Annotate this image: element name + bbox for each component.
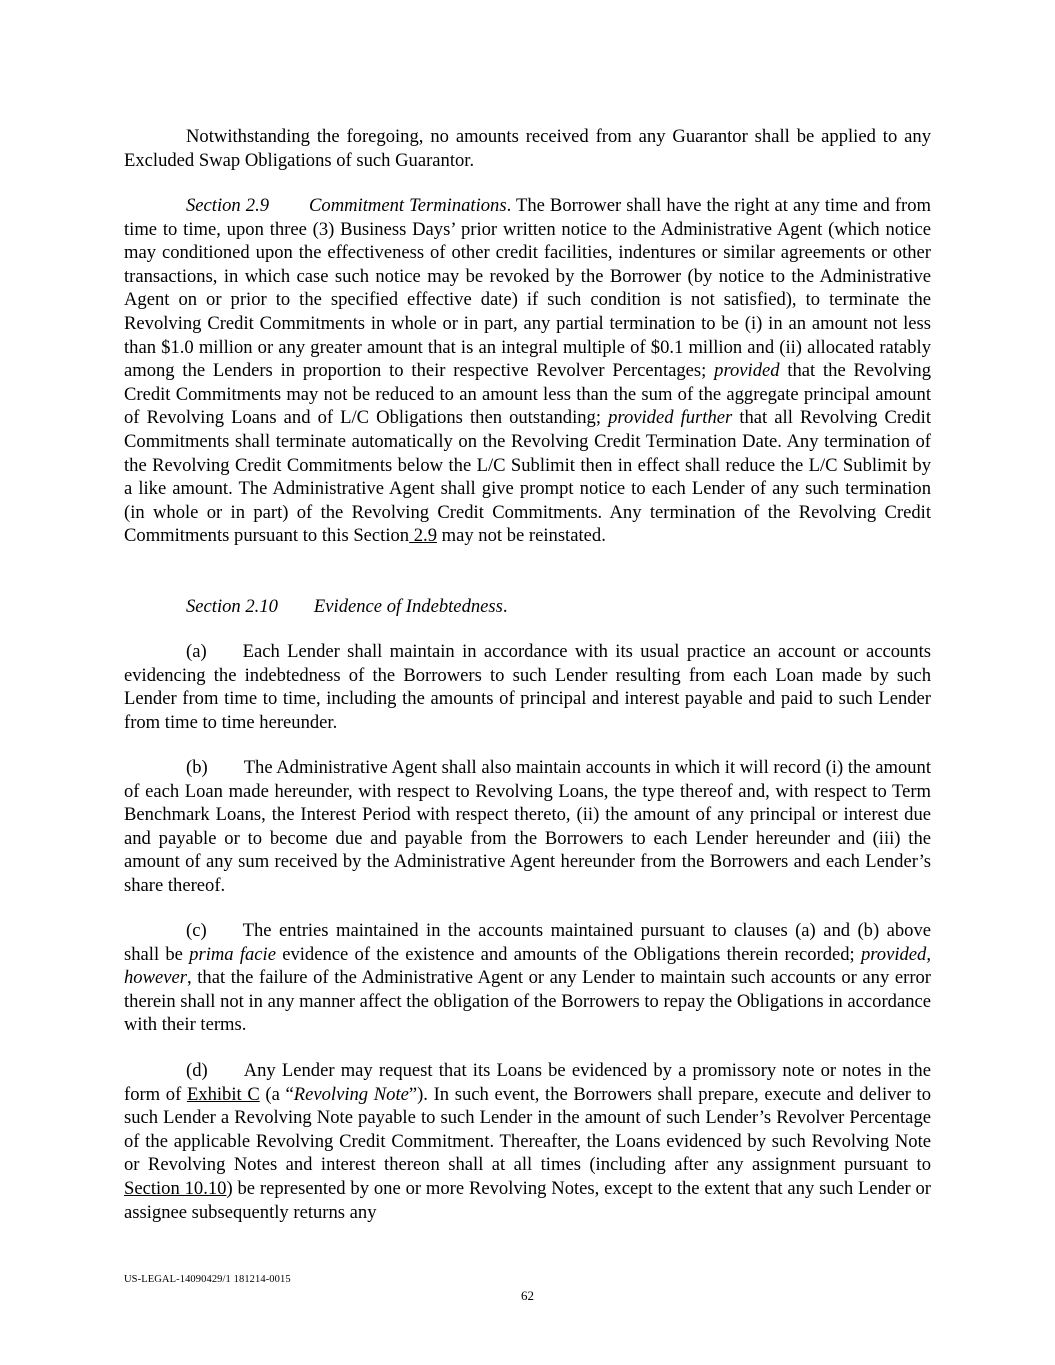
clause-d-paragraph: (d) Any Lender may request that its Loans be evidenced by a promissory note or notes in the form of Exhibit C (a “Revolving Note”). In such event, the Borrowers shall prepare, execute and deliver to such Lender a Revolving Note payable to such Lender in the amount of such Lender’s Revolver Percentage of the applicable Revolving Credit Commitment. Thereafter, the Loans evidenced by such Revolving Note or Revolving Notes and interest thereon shall at all times (including after any assignment pursuant to Section 10.10) be represented by one or more Revolving Notes, except to the extent that any such Lender or assignee subsequently returns any <box>124 1060 931 1223</box>
paragraph-guarantor-note <box>124 125 931 172</box>
clause-label: (c) <box>186 920 207 941</box>
section-number: Section 2.10 <box>186 596 278 617</box>
section-number: Section 2.9 <box>186 195 270 216</box>
paragraph-text: Notwithstanding the foregoing, no amounts received from any Guarantor shall be applied to any Excluded Swap Obligations of such Guarantor. <box>124 126 931 171</box>
section-reference: 2.9 <box>409 525 437 547</box>
clause-a-paragraph: (a) Each Lender shall maintain in accordance with its usual practice an account or accounts evidencing the indebtedness of the Borrowers to such Lender resulting from each Loan made by such Lender from time to time, including the amounts of principal and interest payable and paid to such Lender from time to time hereunder. <box>124 641 931 733</box>
document-id-footer: US-LEGAL-14090429/1 181214-0015 <box>124 1274 291 1285</box>
clause-label: (d) <box>186 1060 208 1081</box>
clause-c-paragraph: (c) The entries maintained in the accounts maintained pursuant to clauses (a) and (b) above shall be prima facie evidence of the existence and amounts of the Obligations therein recorded; provided, however, that the failure of the Administrative Agent or any Lender to maintain such accounts or any error therein shall not in any manner affect the obligation of the Borrowers to repay the Obligations in accordance with their terms. <box>124 920 932 1036</box>
prima-facie-term: prima facie <box>189 943 276 965</box>
section-2-10-heading: Section 2.10 Evidence of Indebtedness. <box>186 596 508 617</box>
however-term: however <box>124 967 187 989</box>
section-heading: Evidence of Indebtedness <box>313 596 503 617</box>
provided-further-term: provided further <box>608 407 733 429</box>
revolving-note-term: Revolving Note <box>293 1083 409 1105</box>
clause-b-paragraph: (b) The Administrative Agent shall also maintain accounts in which it will record (i) the amount of each Loan made hereunder, with respect to Revolving Loans, the type thereof and, with respect to Term Benchmark Loans, the Interest Period with respect thereto, (ii) the amount of any principal or interest due and payable or to become due and payable from the Borrowers to each Lender hereunder and (iii) the amount of any sum received by the Administrative Agent hereunder from the Borrowers and each Lender’s share thereof. <box>124 757 931 896</box>
clause-label: (b) <box>186 757 208 778</box>
section-2-9-paragraph: Section 2.9 Commitment Terminations. The Borrower shall have the right at any time and from time to time, upon three (3) Business Days’ prior written notice to the Administrative Agent (which notice may conditioned upon the effectiveness of other credit facilities, indentures or similar agreements or other transactions, in which case such notice may be revoked by the Borrower (by notice to the Administrative Agent on or prior to the specified effective date) if such condition is not satisfied), to terminate the Revolving Credit Commitments in whole or in part, any partial termination to be (i) in an amount not less than $1.0 million or any greater amount that is an integral multiple of $0.1 million and (ii) allocated ratably among the Lenders in proportion to their respective Revolver Percentages; provided that the Revolving Credit Commitments may not be reduced to an amount less than the sum of the aggregate principal amount of Revolving Loans and of L/C Obligations then outstanding; provided further that all Revolving Credit Commitments shall terminate automatically on the Revolving Credit Termination Date. Any termination of the Revolving Credit Commitments below the L/C Sublimit then in effect shall reduce the L/C Sublimit by a like amount. The Administrative Agent shall give prompt notice to each Lender of any such termination (in whole or in part) of the Revolving Credit Commitments. Any termination of the Revolving Credit Commitments pursuant to this Section 2.9 may not be reinstated. <box>124 195 932 547</box>
provided-term: provided <box>714 360 780 382</box>
section-reference: Section 10.10 <box>124 1177 227 1199</box>
provided-term: provided <box>860 943 927 965</box>
page-number: 62 <box>521 1288 534 1303</box>
clause-label: (a) <box>186 641 207 662</box>
exhibit-reference: Exhibit C <box>186 1083 260 1105</box>
section-heading: Commitment Terminations <box>309 195 507 216</box>
